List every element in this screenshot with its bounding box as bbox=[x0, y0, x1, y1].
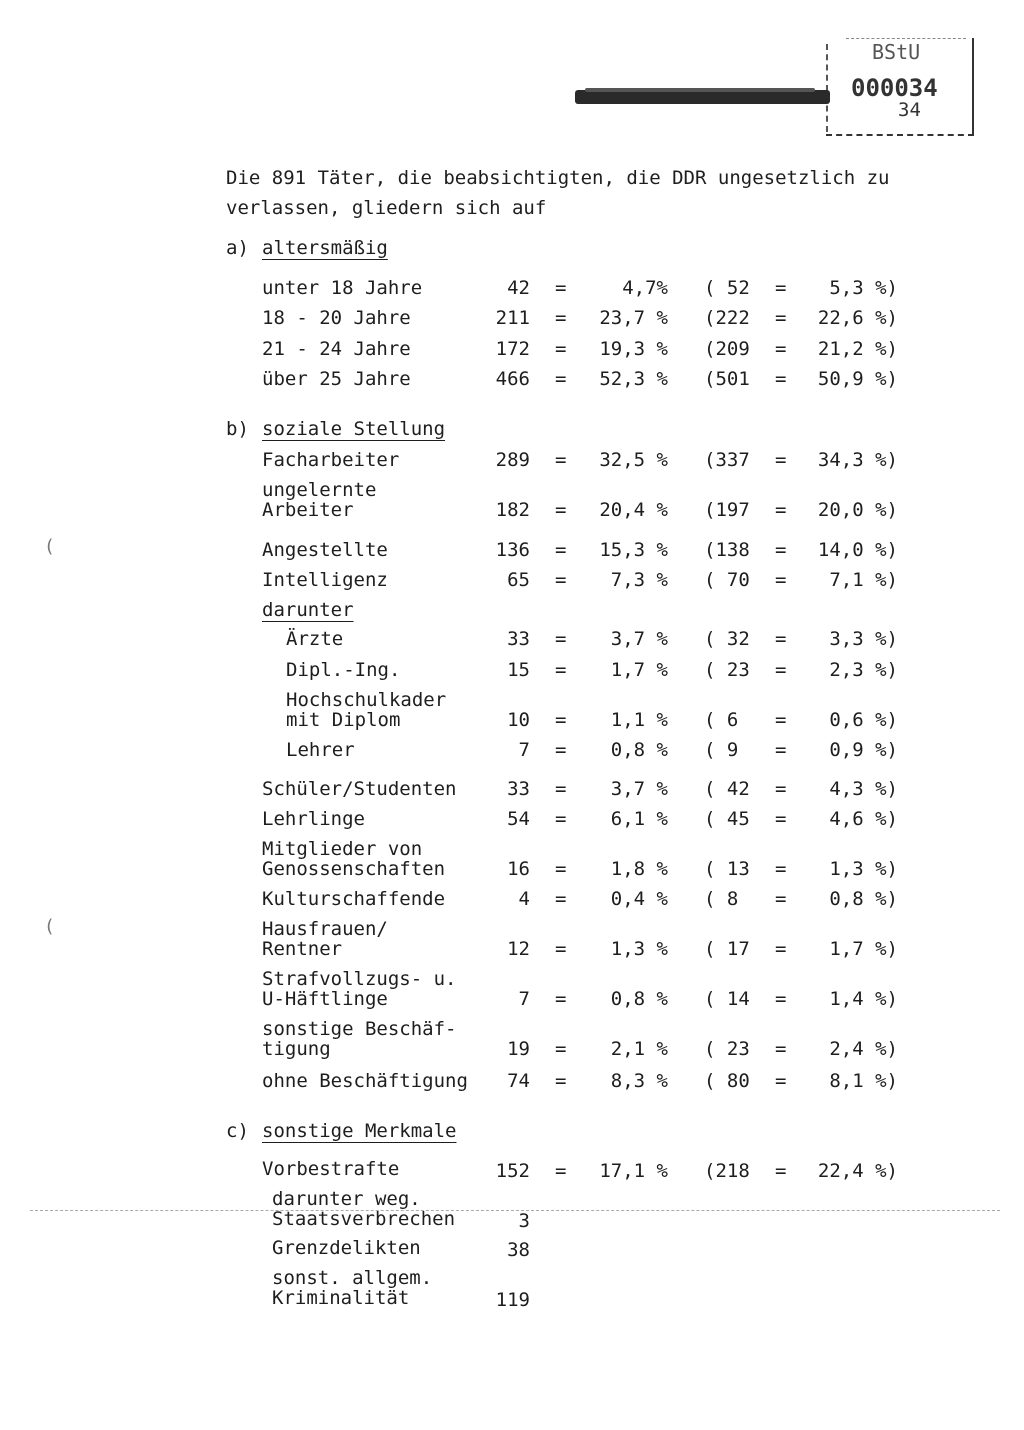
row-label: Hochschulkader bbox=[286, 689, 447, 711]
row-count: 65 bbox=[507, 569, 530, 591]
row-count: 172 bbox=[495, 338, 530, 360]
row-pct: 1,1 % bbox=[610, 709, 668, 731]
row-prev-pct: 14,0 %) bbox=[817, 539, 898, 561]
row-prev-pct: 1,3 %) bbox=[829, 858, 898, 880]
row-prev-eq: = bbox=[775, 368, 787, 390]
row-pct: 7,3 % bbox=[610, 569, 668, 591]
row-eq: = bbox=[555, 858, 567, 880]
row-eq: = bbox=[555, 808, 567, 830]
other-prev-eq: = bbox=[775, 1160, 787, 1182]
row-label-cont: Rentner bbox=[262, 938, 343, 960]
row-label: unter 18 Jahre bbox=[262, 277, 423, 299]
row-prev-count: (197 bbox=[704, 499, 750, 521]
row-prev-pct: 20,0 %) bbox=[817, 499, 898, 521]
row-pct: 0,8 % bbox=[610, 988, 668, 1010]
row-prev-pct: 3,3 %) bbox=[829, 628, 898, 650]
stamp-page: 34 bbox=[898, 99, 921, 121]
row-prev-count: ( 23 bbox=[704, 659, 750, 681]
row-prev-eq: = bbox=[775, 739, 787, 761]
row-label: Mitglieder von bbox=[262, 838, 423, 860]
row-pct: 1,8 % bbox=[610, 858, 668, 880]
row-prev-eq: = bbox=[775, 307, 787, 329]
row-prev-pct: 34,3 %) bbox=[817, 449, 898, 471]
row-label: Kulturschaffende bbox=[262, 888, 446, 910]
row-count: 7 bbox=[518, 739, 530, 761]
sub2-label: Grenzdelikten bbox=[272, 1237, 421, 1259]
row-prev-eq: = bbox=[775, 1070, 787, 1092]
row-count: 289 bbox=[495, 449, 530, 471]
row-label: Intelligenz bbox=[262, 569, 388, 591]
row-pct: 1,3 % bbox=[610, 938, 668, 960]
row-pct: 4,7% bbox=[622, 277, 668, 299]
row-prev-count: ( 9 bbox=[704, 739, 739, 761]
row-pct: 8,3 % bbox=[610, 1070, 668, 1092]
row-count: 4 bbox=[518, 888, 530, 910]
row-prev-count: ( 32 bbox=[704, 628, 750, 650]
row-prev-eq: = bbox=[775, 938, 787, 960]
row-prev-pct: 0,8 %) bbox=[829, 888, 898, 910]
intro-line-1: Die 891 Täter, die beabsichtigten, die DDR ungesetzlich zu bbox=[226, 167, 890, 189]
redaction-bar-edge bbox=[585, 88, 815, 92]
other-eq: = bbox=[555, 1160, 567, 1182]
row-count: 74 bbox=[507, 1070, 530, 1092]
other-prev-count: (218 bbox=[704, 1160, 750, 1182]
row-prev-count: ( 52 bbox=[704, 277, 750, 299]
row-label: 18 - 20 Jahre bbox=[262, 307, 411, 329]
row-pct: 6,1 % bbox=[610, 808, 668, 830]
row-prev-count: ( 17 bbox=[704, 938, 750, 960]
other-pct: 17,1 % bbox=[599, 1160, 668, 1182]
row-prev-eq: = bbox=[775, 539, 787, 561]
row-count: 54 bbox=[507, 808, 530, 830]
row-prev-count: ( 6 bbox=[704, 709, 739, 731]
sub2-count: 38 bbox=[507, 1239, 530, 1261]
row-prev-count: ( 45 bbox=[704, 808, 750, 830]
row-pct: 32,5 % bbox=[599, 449, 668, 471]
row-label: 21 - 24 Jahre bbox=[262, 338, 411, 360]
row-eq: = bbox=[555, 338, 567, 360]
row-prev-pct: 1,7 %) bbox=[829, 938, 898, 960]
section-b-letter: b) bbox=[226, 418, 249, 440]
row-prev-pct: 8,1 %) bbox=[829, 1070, 898, 1092]
row-pct: 3,7 % bbox=[610, 778, 668, 800]
row-eq: = bbox=[555, 988, 567, 1010]
row-prev-eq: = bbox=[775, 778, 787, 800]
row-eq: = bbox=[555, 539, 567, 561]
stamp-agency: BStU bbox=[872, 40, 921, 64]
row-count: 10 bbox=[507, 709, 530, 731]
sub3-count: 119 bbox=[495, 1289, 530, 1311]
section-b-title: soziale Stellung bbox=[262, 418, 446, 440]
row-prev-count: (209 bbox=[704, 338, 750, 360]
row-label: über 25 Jahre bbox=[262, 368, 411, 390]
row-eq: = bbox=[555, 628, 567, 650]
row-eq: = bbox=[555, 1070, 567, 1092]
row-label: Angestellte bbox=[262, 539, 388, 561]
section-c-title: sonstige Merkmale bbox=[262, 1120, 457, 1142]
row-label: Strafvollzugs- u. bbox=[262, 968, 457, 990]
row-count: 15 bbox=[507, 659, 530, 681]
row-pct: 20,4 % bbox=[599, 499, 668, 521]
row-pct: 2,1 % bbox=[610, 1038, 668, 1060]
row-prev-pct: 0,9 %) bbox=[829, 739, 898, 761]
row-count: 42 bbox=[507, 277, 530, 299]
row-eq: = bbox=[555, 709, 567, 731]
row-eq: = bbox=[555, 739, 567, 761]
row-eq: = bbox=[555, 1038, 567, 1060]
row-prev-pct: 4,3 %) bbox=[829, 778, 898, 800]
row-prev-count: ( 23 bbox=[704, 1038, 750, 1060]
row-count: 33 bbox=[507, 628, 530, 650]
row-label: ohne Beschäftigung bbox=[262, 1070, 468, 1092]
row-prev-count: ( 13 bbox=[704, 858, 750, 880]
row-label: Ärzte bbox=[286, 628, 344, 650]
row-prev-count: (337 bbox=[704, 449, 750, 471]
row-label-cont: Arbeiter bbox=[262, 499, 354, 521]
row-count: 7 bbox=[518, 988, 530, 1010]
sub1-label-2: Staatsverbrechen bbox=[272, 1208, 456, 1230]
row-pct: 15,3 % bbox=[599, 539, 668, 561]
row-prev-pct: 2,4 %) bbox=[829, 1038, 898, 1060]
row-eq: = bbox=[555, 659, 567, 681]
row-count: 136 bbox=[495, 539, 530, 561]
intro-line-2: verlassen, gliedern sich auf bbox=[226, 197, 547, 219]
row-eq: = bbox=[555, 888, 567, 910]
row-pct: 0,4 % bbox=[610, 888, 668, 910]
row-prev-count: (138 bbox=[704, 539, 750, 561]
row-pct: 23,7 % bbox=[599, 307, 668, 329]
sub3-label: sonst. allgem. bbox=[272, 1267, 433, 1289]
row-prev-pct: 7,1 %) bbox=[829, 569, 898, 591]
other-count: 152 bbox=[495, 1160, 530, 1182]
row-label: Lehrer bbox=[286, 739, 355, 761]
sub1-label: darunter weg. bbox=[272, 1188, 421, 1210]
row-count: 466 bbox=[495, 368, 530, 390]
row-count: 182 bbox=[495, 499, 530, 521]
row-label-cont: tigung bbox=[262, 1038, 331, 1060]
row-prev-eq: = bbox=[775, 1038, 787, 1060]
row-count: 12 bbox=[507, 938, 530, 960]
row-eq: = bbox=[555, 778, 567, 800]
section-c-letter: c) bbox=[226, 1120, 249, 1142]
margin-mark-2: ( bbox=[44, 916, 55, 937]
row-eq: = bbox=[555, 277, 567, 299]
margin-mark: ( bbox=[44, 536, 55, 557]
row-label: ungelernte bbox=[262, 479, 377, 501]
row-prev-eq: = bbox=[775, 569, 787, 591]
row-eq: = bbox=[555, 938, 567, 960]
stamp-number: 000034 bbox=[851, 74, 938, 102]
row-count: 211 bbox=[495, 307, 530, 329]
row-prev-count: ( 14 bbox=[704, 988, 750, 1010]
row-prev-count: ( 8 bbox=[704, 888, 739, 910]
row-prev-pct: 1,4 %) bbox=[829, 988, 898, 1010]
row-eq: = bbox=[555, 449, 567, 471]
row-label: Hausfrauen/ bbox=[262, 918, 388, 940]
row-label-cont: mit Diplom bbox=[286, 709, 401, 731]
row-prev-pct: 4,6 %) bbox=[829, 808, 898, 830]
row-prev-eq: = bbox=[775, 709, 787, 731]
sub3-label-2: Kriminalität bbox=[272, 1287, 410, 1309]
row-label: sonstige Beschäf- bbox=[262, 1018, 457, 1040]
sub1-count: 3 bbox=[518, 1210, 530, 1232]
row-prev-eq: = bbox=[775, 449, 787, 471]
row-pct: 19,3 % bbox=[599, 338, 668, 360]
row-count: 16 bbox=[507, 858, 530, 880]
row-prev-pct: 2,3 %) bbox=[829, 659, 898, 681]
row-eq: = bbox=[555, 307, 567, 329]
row-eq: = bbox=[555, 499, 567, 521]
row-count: 19 bbox=[507, 1038, 530, 1060]
row-prev-pct: 22,6 %) bbox=[817, 307, 898, 329]
row-prev-eq: = bbox=[775, 888, 787, 910]
row-label: Schüler/Studenten bbox=[262, 778, 457, 800]
row-eq: = bbox=[555, 368, 567, 390]
row-prev-eq: = bbox=[775, 659, 787, 681]
row-prev-pct: 50,9 %) bbox=[817, 368, 898, 390]
row-label: Facharbeiter bbox=[262, 449, 400, 471]
row-prev-eq: = bbox=[775, 808, 787, 830]
row-prev-eq: = bbox=[775, 499, 787, 521]
row-prev-pct: 21,2 %) bbox=[817, 338, 898, 360]
row-eq: = bbox=[555, 569, 567, 591]
row-prev-eq: = bbox=[775, 858, 787, 880]
row-prev-pct: 5,3 %) bbox=[829, 277, 898, 299]
section-a-letter: a) bbox=[226, 237, 249, 259]
other-label: Vorbestrafte bbox=[262, 1158, 400, 1180]
row-prev-count: ( 80 bbox=[704, 1070, 750, 1092]
redaction-bar bbox=[575, 90, 830, 104]
other-prev-pct: 22,4 %) bbox=[817, 1160, 898, 1182]
row-prev-count: (222 bbox=[704, 307, 750, 329]
row-label-cont: U-Häftlinge bbox=[262, 988, 388, 1010]
row-prev-count: (501 bbox=[704, 368, 750, 390]
row-prev-eq: = bbox=[775, 277, 787, 299]
row-count: 33 bbox=[507, 778, 530, 800]
row-pct: 3,7 % bbox=[610, 628, 668, 650]
row-pct: 0,8 % bbox=[610, 739, 668, 761]
section-a-title: altersmäßig bbox=[262, 237, 388, 259]
section-b-subheading: darunter bbox=[262, 599, 354, 621]
row-label: Lehrlinge bbox=[262, 808, 365, 830]
row-prev-eq: = bbox=[775, 988, 787, 1010]
row-label: Dipl.-Ing. bbox=[286, 659, 401, 681]
row-label-cont: Genossenschaften bbox=[262, 858, 446, 880]
row-prev-eq: = bbox=[775, 338, 787, 360]
row-pct: 52,3 % bbox=[599, 368, 668, 390]
row-prev-count: ( 42 bbox=[704, 778, 750, 800]
row-prev-count: ( 70 bbox=[704, 569, 750, 591]
row-prev-eq: = bbox=[775, 628, 787, 650]
row-prev-pct: 0,6 %) bbox=[829, 709, 898, 731]
row-pct: 1,7 % bbox=[610, 659, 668, 681]
